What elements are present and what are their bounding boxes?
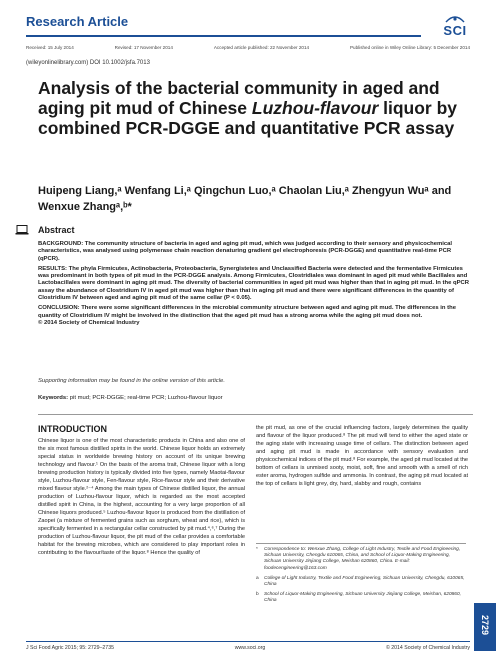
page-number: 2729 — [480, 615, 490, 636]
footer-rule — [26, 641, 470, 642]
sci-logo-text: SCI — [443, 23, 467, 38]
affiliation-notes — [256, 543, 466, 609]
keywords-text: pit mud; PCR-DGGE; real-time PCR; Luzhou-flavour liquor — [69, 395, 223, 401]
section-divider — [38, 414, 473, 415]
affiliation-b — [256, 592, 466, 604]
abstract-conclusion — [38, 305, 474, 327]
note-marker-b: b — [256, 592, 259, 598]
keywords — [38, 395, 474, 401]
abstract-results: RESULTS: The phyla Firmicutes, Actinobacteria, Proteobacteria, Synergistetes and Unclassified Bacteria were detected and the fermentative Firmicutes was predominant in both types of pit mud in the PCR-DGGE analysis. Among Firmicutes, Clostridiales was dominant in aged pit mud while Bacillales and Lactobacillales were dominant in aging pit mud. The diversity of bacterial communities in aged pit mud was higher than that in aging pit mud. In the qPCR assay the abundance of Clostridium IV in aged pit mud was higher than that in aging pit mud and there were significant differences in the quantity of Clostridium IV between aged and aging pit mud of the same cellar (P < 0.05). — [38, 265, 470, 302]
affiliation-a — [256, 576, 466, 588]
abstract-copyright: © 2014 Society of Chemical Industry — [38, 319, 140, 326]
abstract-background: BACKGROUND: The community structure of bacteria in aged and aging pit mud, which was judged according to their sensory and physicochemical characteristics, was analysed using polymerase chain reaction denaturing gradient gel electrophoresis (PCR-DGGE) and quantitative real-time PCR (qPCR). — [38, 241, 453, 262]
abstract-heading: Abstract — [38, 225, 75, 235]
sci-logo-mark-icon — [444, 14, 466, 23]
header-rule — [26, 35, 421, 37]
keywords-heading: Keywords: — [38, 395, 69, 401]
sci-logo — [438, 14, 472, 40]
article-type-label: Research Article — [26, 14, 129, 29]
affiliation-a-text: College of Light Industry, Textile and Food Engineering, Sichuan University, Chengdu, 610065, China — [264, 575, 465, 588]
correspondence-text: Correspondence to: Wenxue Zhang, College of Light Industry, Textile and Food Engineering, Sichuan University, Chengdu 610065, China, and School of Liquor-Making Engineering, Sichuan University Jinjiang College, Meishan 620860, China. E-mail: foodecengineering@163.com — [264, 547, 461, 571]
title-part1: Analysis of the bacterial community in aged and aging pit mud of Chinese — [38, 78, 440, 118]
article-title — [38, 78, 458, 138]
title-italic: Luzhou-flavour — [251, 98, 379, 118]
page-number-tab — [474, 603, 496, 651]
article-dates — [26, 45, 470, 50]
supporting-info-note: Supporting information may be found in the online version of this article. — [38, 378, 225, 384]
affiliation-b-text: School of Liquor-Making Engineering, Sichuan University Jinjiang College, Meishan, 620860, China — [264, 592, 461, 604]
revised-date: Revised: 17 November 2014 — [114, 45, 173, 50]
footer-journal: J Sci Food Agric 2015; 95: 2729–2735 — [26, 645, 114, 651]
note-marker-star: * — [256, 547, 258, 552]
page-footer — [26, 645, 470, 651]
page-header — [26, 14, 470, 40]
footer-site[interactable]: www.soci.org — [234, 645, 266, 651]
abstract-conclusion-text: CONCLUSION: There were some significant differences in the microbial community structure between aged and aging pit mud. The differences in the quantity of Clostridium IV might be involved in the distinction that the aged pit mud has a strong aroma while the aging pit mud does not. — [38, 305, 456, 319]
author-list: Huipeng Liang,ᵃ Wenfang Li,ᵃ Qingchun Luo,ᵃ Chaolan Liu,ᵃ Zhengyun Wuᵃ and Wenxue Zhangᵃ,ᵇ* — [38, 185, 452, 213]
doi-line[interactable]: (wileyonlinelibrary.com) DOI 10.1002/jsfa.7013 — [26, 60, 150, 66]
published-date: Published online in Wiley Online Library: 5 December 2014 — [349, 45, 470, 50]
footer-copyright: © 2014 Society of Chemical Industry — [386, 645, 470, 651]
title-part2: liquor by combined PCR-DGGE and quantitative PCR assay — [38, 98, 458, 138]
abstract-laptop-icon — [15, 225, 29, 235]
note-marker-a: a — [256, 575, 259, 581]
introduction-heading: INTRODUCTION — [38, 424, 107, 434]
abstract-body — [38, 241, 474, 330]
accepted-date: Accepted article published: 22 November 2014 — [213, 45, 310, 50]
introduction-right-column: the pit mud, as one of the crucial influencing factors, largely determines the quality and flavour of the liquor produced.⁸ The pit mud will tend to either the aged state or the aging state with increasing usage time of cellars. The distinction between aged and aging pit mud is made in accordance with sensory evaluation and physicochemical indices of the pit mud.⁸ For example, the aged pit mud located at the bottom of cellars is unmixed sooty, moist, soft, fine and smooth with a smell of rich ester aroma, hydrogen sulfide and ammonia. In contrast, the aging pit mud located at the top of cellars is light grey, dry, hard, slabby and rough, contains — [256, 425, 468, 487]
received-date: Received: 15 July 2014 — [26, 45, 74, 50]
introduction-left-column: Chinese liquor is one of the most characteristic products in China and also one of the six most famous distilled spirits in the world. Chinese liquor holds an extremely special status in worldwide brewing history on account of its unique brewing technology and flavour.¹ On the basis of the aroma trait, Chinese liquor with a long brewing production history is typically divided into five types, namely Maotai-flavour style, Luzhou-flavour style, Fen-flavour style, Rice-flavour style and their derivative mixed flavour style.²⁻⁴ Among the main types of Chinese distilled liquor, the annual production of Luzhou-flavour liquor, which is regarded as the most accepted distilled spirit in China, is the highest, accounting for a very large proportion of all Chinese liquors produced.⁵ Luzhou-flavour liquor is produced from the distillation of Zaopei (a mixture of fermented grains such as sorghum, wheat and rice), which is specifically fermented in a rectangular cellar constructed by pit mud.⁴,⁶,⁷ During the production of Luzhou-flavour liquor, the pit mud of the cellar provides a comfortable habitat for the brewing microbes, which are considered to play important roles in contributing to the flavour/taste of the liquor.⁸ Hence the quality of — [38, 438, 245, 556]
correspondence-note — [256, 547, 466, 572]
